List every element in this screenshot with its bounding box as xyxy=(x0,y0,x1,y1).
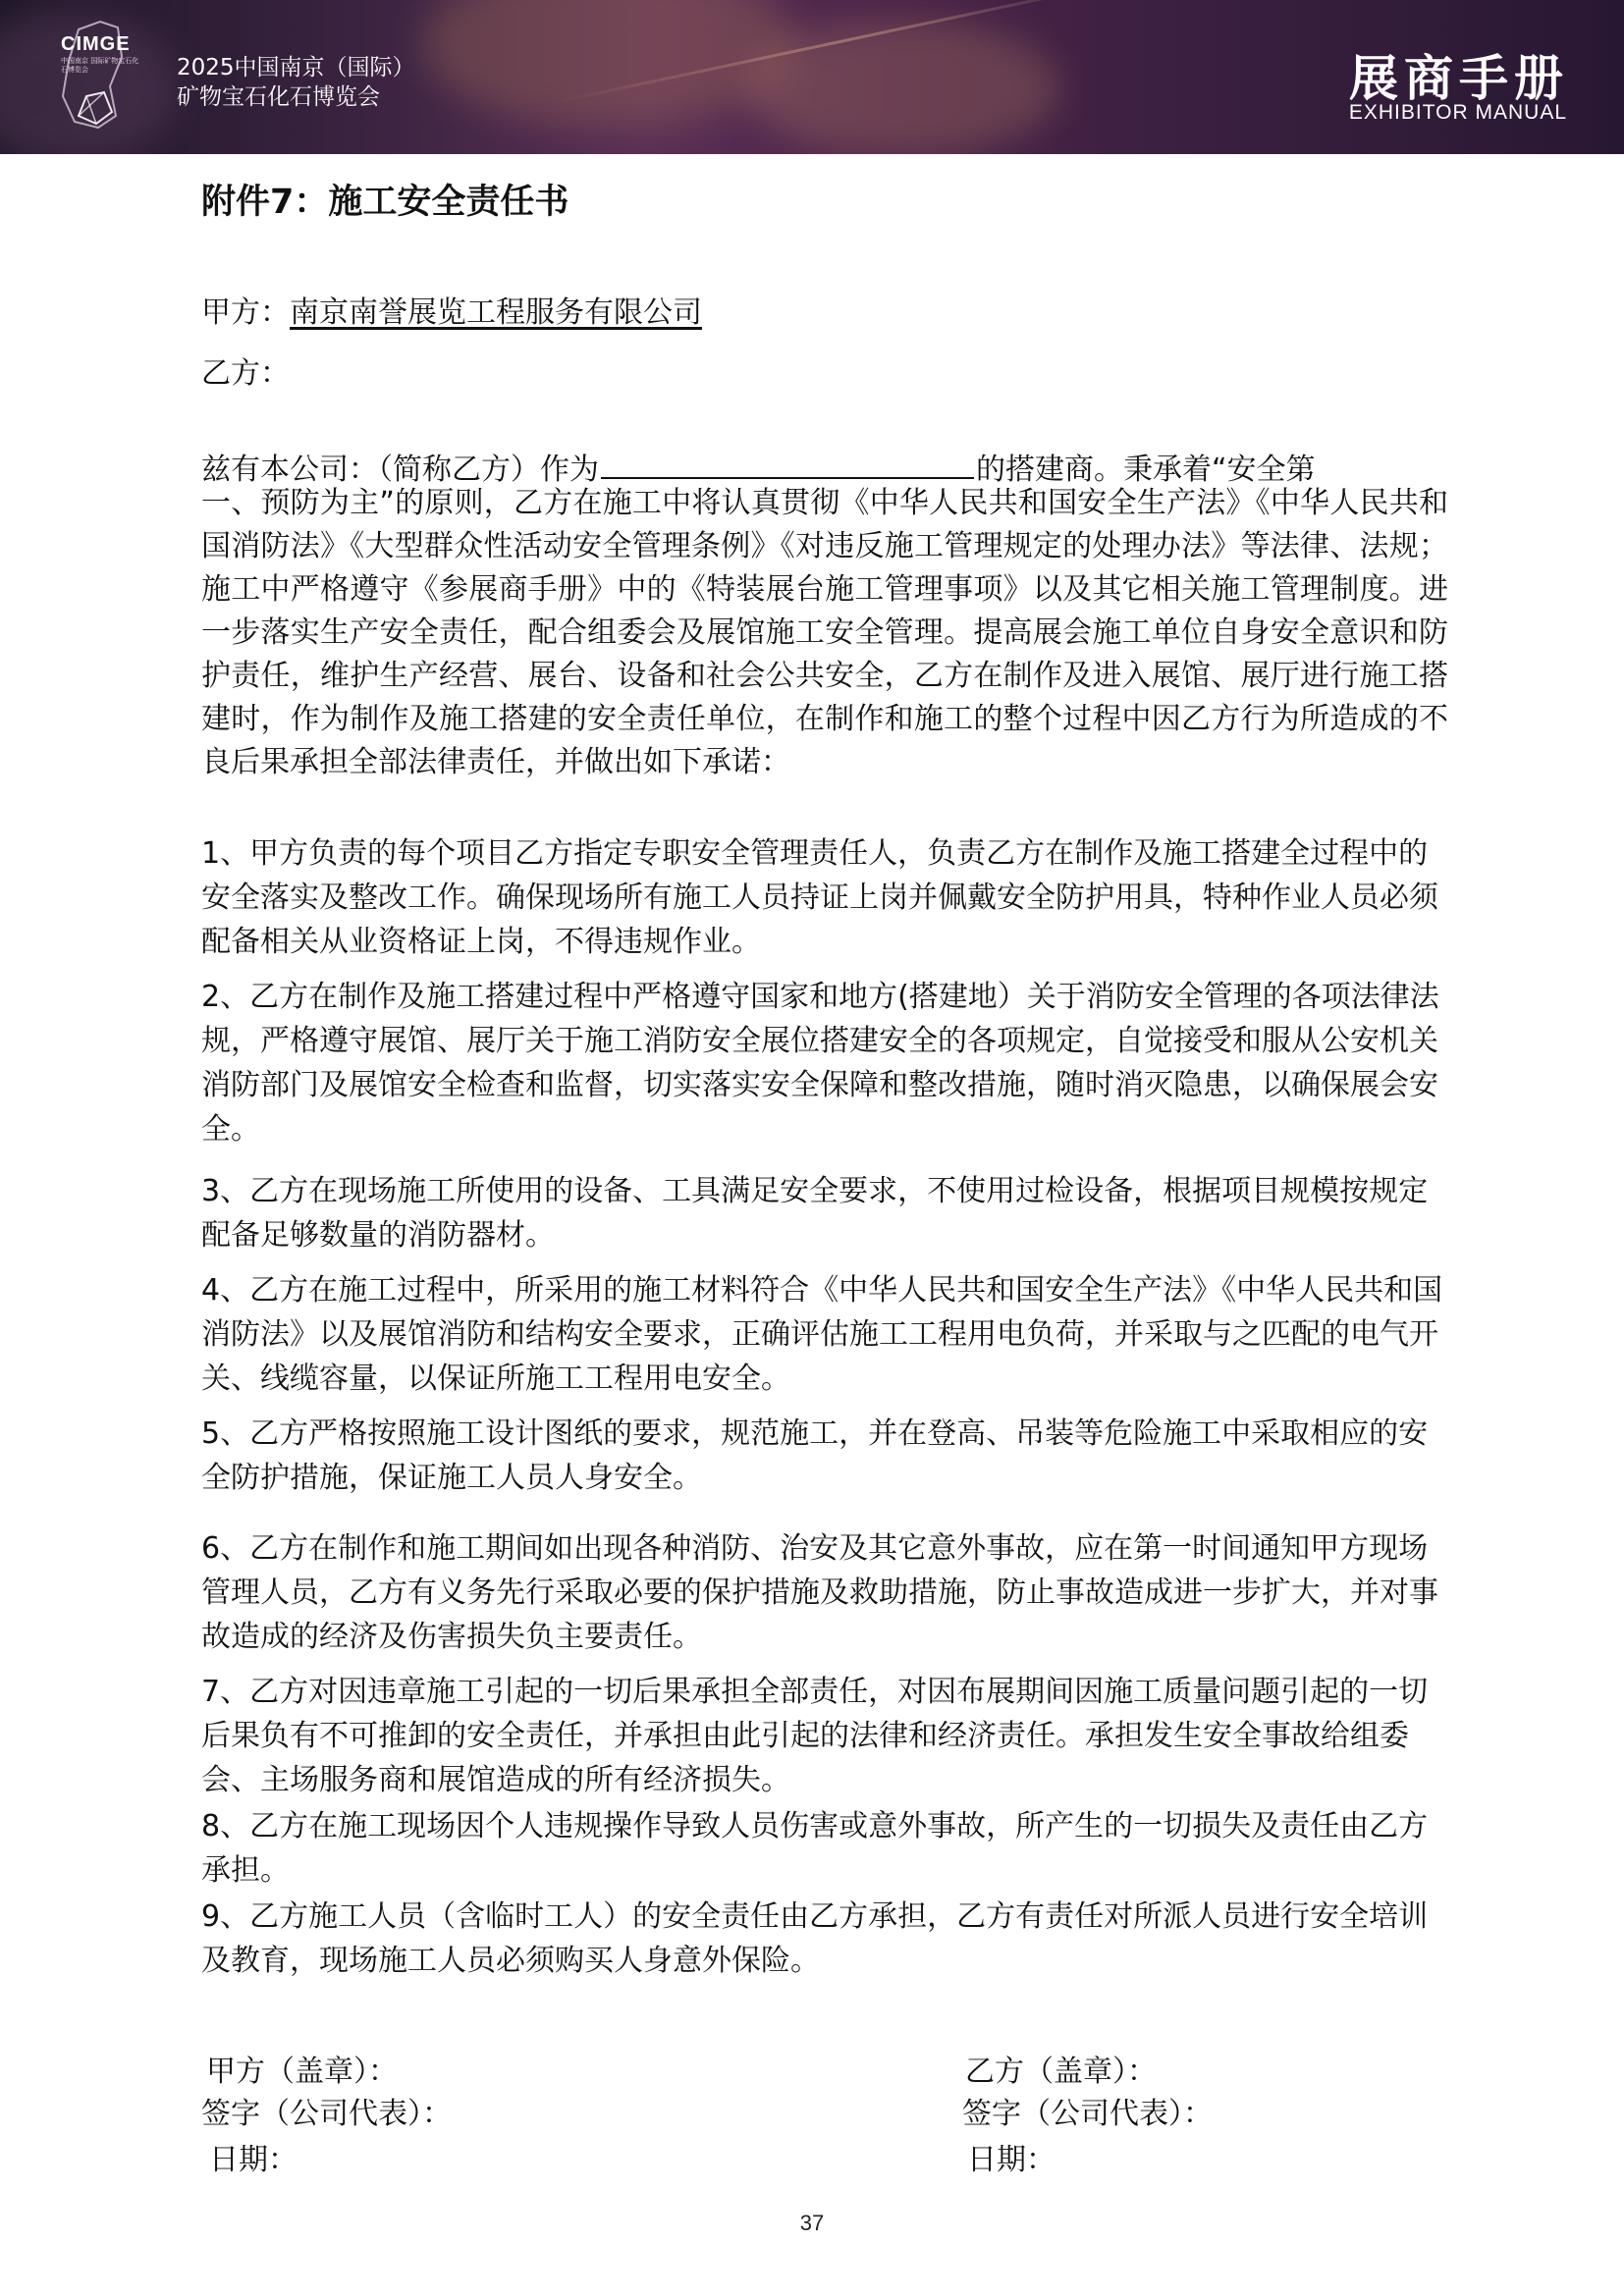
party-b-date-label: 日期： xyxy=(967,2143,1056,2177)
banner-glow xyxy=(746,20,1060,154)
party-a-label: 甲方： xyxy=(201,295,290,330)
commitment-item-8: 8、乙方在施工现场因个人违规操作导致人员伤害或意外事故，所产生的一切损失及责任由乙方承担。 xyxy=(201,1809,1429,1888)
commitment-item-4: 4、乙方在施工过程中，所采用的施工材料符合《中华人民共和国安全生产法》《中华人民共和国消防法》以及展馆消防和结构安全要求，正确评估施工工程用电负荷，并采取与之匹配的电气开关、线缆容量，以保证所施工工程用电安全。 xyxy=(201,1273,1443,1396)
party-a-date-label: 日期： xyxy=(209,2143,298,2177)
manual-title-en: EXHIBITOR MANUAL xyxy=(1348,101,1567,124)
intro-paragraph: 一、预防为主”的原则，乙方在施工中将认真贯彻《中华人民共和国安全生产法》《中华人民共和国消防法》《大型群众性活动安全管理条例》《对违反施工管理规定的处理办法》等法律、法规；施工中严格遵守《参展商手册》中的《特装展台施工管理事项》以及其它相关施工管理制度。进一步落实生产安全责任，配合组委会及展馆施工安全管理。提高展会施工单位自身安全意识和防护责任，维护生产经营、展台、设备和社会公共安全，乙方在制作及进入展馆、展厅进行施工搭建时，作为制作及施工搭建的安全责任单位，在制作和施工的整个过程中因乙方行为所造成的不良后果承担全部法律责任，并做出如下承诺： xyxy=(201,486,1448,779)
contractor-blank-line xyxy=(601,450,974,479)
commitment-item-2: 2、乙方在制作及施工搭建过程中严格遵守国家和地方(搭建地）关于消防安全管理的各项法律法规，严格遵守展馆、展厅关于施工消防安全展位搭建安全的各项规定，自觉接受和服从公安机关消防部门及展馆安全检查和监督，切实落实安全保障和整改措施，随时消灭隐患，以确保展会安全。 xyxy=(201,980,1439,1147)
logo-subtext: 中国南京 国际矿物宝石化石博览会 xyxy=(61,57,139,74)
header-banner xyxy=(0,0,1624,154)
party-a-seal-label: 甲方（盖章）： xyxy=(206,2055,398,2089)
party-b-seal-label: 乙方（盖章）： xyxy=(965,2055,1157,2089)
commitment-item-7: 7、乙方对因违章施工引起的一切后果承担全部责任，对因布展期间因施工质量问题引起的一切后果负有不可推卸的安全责任，并承担由此引起的法律和经济责任。承担发生安全事故给组委会、主场服务商和展馆造成的所有经济损失。 xyxy=(201,1675,1429,1797)
expo-name-line-2: 矿物宝石化石博览会 xyxy=(177,84,380,110)
commitment-item-3: 3、乙方在现场施工所使用的设备、工具满足安全要求，不使用过检设备，根据项目规模按规定配备足够数量的消防器材。 xyxy=(201,1174,1429,1253)
party-a-name: 南京南誉展览工程服务有限公司 xyxy=(290,295,702,330)
party-b-sign-label: 签字（公司代表）： xyxy=(962,2097,1213,2131)
page-title: 附件7：施工安全责任书 xyxy=(201,183,569,222)
commitment-item-9: 9、乙方施工人员（含临时工人）的安全责任由乙方承担，乙方有责任对所派人员进行安全培训及教育，现场施工人员必须购买人身意外保险。 xyxy=(201,1899,1429,1978)
party-b-line xyxy=(201,348,290,392)
commitment-item-5: 5、乙方严格按照施工设计图纸的要求，规范施工，并在登高、吊装等危险施工中采取相应的安全防护措施，保证施工人员人身安全。 xyxy=(201,1416,1429,1495)
party-a-sign-label: 签字（公司代表）： xyxy=(201,2097,452,2131)
page-number: 37 xyxy=(799,2211,825,2235)
intro-before-blank: 兹有本公司：（简称乙方）作为 xyxy=(201,453,599,487)
manual-title-cn: 展商手册 xyxy=(1349,50,1569,107)
commitment-item-6: 6、乙方在制作和施工期间如出现各种消防、治安及其它意外事故，应在第一时间通知甲方现场管理人员，乙方有义务先行采取必要的保护措施及救助措施，防止事故造成进一步扩大，并对事故造成的经济及伤害损失负主要责任。 xyxy=(201,1531,1438,1654)
intro-after-blank: 的搭建商。秉承着“安全第 xyxy=(976,453,1316,487)
expo-name xyxy=(177,53,415,112)
logo-text: CIMGE xyxy=(61,33,131,55)
party-a-line xyxy=(201,288,702,331)
commitment-item-1: 1、甲方负责的每个项目乙方指定专职安全管理责任人，负责乙方在制作及施工搭建全过程中的安全落实及整改工作。确保现场所有施工人员持证上岗并佩戴安全防护用具，特种作业人员必须配备相关从业资格证上岗，不得违规作业。 xyxy=(201,836,1438,959)
expo-name-line-1: 2025中国南京（国际） xyxy=(177,55,415,80)
party-b-label: 乙方： xyxy=(201,356,290,391)
